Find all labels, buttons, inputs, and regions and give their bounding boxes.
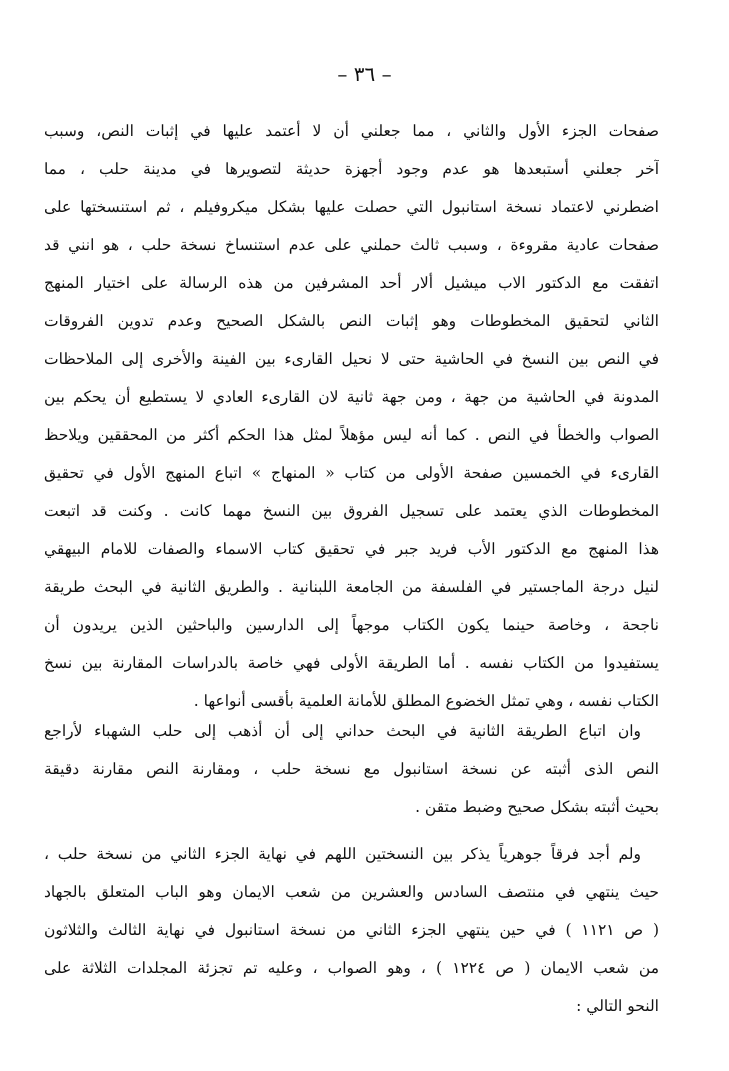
text-line: آخر جعلني أستبعدها هو عدم وجود أجهزة حديثة لتصويرها في مدينة حلب ، مما	[44, 160, 659, 178]
paragraph-2	[44, 712, 659, 826]
text-line: الصواب والخطأ في النص . كما أنه ليس مؤهلاً لمثل هذا الحكم أكثر من المحققين ويلاحظ	[44, 426, 659, 444]
text-line: لنيل درجة الماجستير في الفلسفة من الجامعة اللبنانية . والطريق الثانية في البحث طريقة	[44, 578, 659, 596]
text-line: اتفقت مع الدكتور الاب ميشيل ألار أحد المشرفين من هذه الرسالة على اختيار المنهج	[44, 274, 659, 292]
text-line: حيث ينتهي في منتصف السادس والعشرين من شعب الايمان وهو الباب المتعلق بالجهاد	[44, 883, 659, 901]
text-line: القارىء في الخمسين صفحة الأولى من كتاب « المنهاج » اتباع المنهج الأول في تحقيق	[44, 464, 659, 482]
page-number: – ٣٦ –	[337, 62, 392, 86]
paragraph-1	[44, 112, 659, 720]
paragraph-3	[44, 835, 659, 1025]
text-line: ( ص ١١٢١ ) في حين ينتهي الجزء الثاني من نسخة استانبول في نهاية الثالث والثلاثون	[44, 921, 659, 939]
text-line: بحيث أثبته بشكل صحيح وضبط متقن .	[415, 798, 659, 816]
text-line: النحو التالي :	[576, 997, 659, 1015]
text-line: وان اتباع الطريقة الثانية في البحث حداني إلى أن أذهب إلى حلب الشهباء لأراجع	[44, 722, 641, 740]
text-line: في النص بين النسخ في الحاشية حتى لا نحيل القارىء بين الفينة والأخرى إلى الملاحظات	[44, 350, 659, 368]
text-line: يستفيدوا من الكتاب نفسه . أما الطريقة الأولى فهي خاصة بالدراسات المقارنة بين نسخ	[44, 654, 659, 672]
text-line: من شعب الايمان ( ص ١٢٢٤ ) ، وهو الصواب ، وعليه تم تجزئة المجلدات الثلاثة على	[44, 959, 659, 977]
text-line: الكتاب نفسه ، وهي تمثل الخضوع المطلق للأمانة العلمية بأقسى أنواعها .	[193, 692, 659, 710]
text-line: هذا المنهج مع الدكتور الأب فريد جبر في تحقيق كتاب الاسماء والصفات للامام البيهقي	[44, 540, 659, 558]
text-line: الثاني لتحقيق المخطوطات وهو إثبات النص بالشكل الصحيح وعدم تدوين الفروقات	[44, 312, 659, 330]
text-line: المخطوطات الذي يعتمد على تسجيل الفروق بين النسخ مهما كانت . وكنت قد اتبعت	[44, 502, 659, 520]
text-line: ولم أجد فرقاً جوهرياً يذكر بين النسختين اللهم في نهاية الجزء الثاني من نسخة حلب ،	[44, 845, 641, 863]
text-line: صفحات الجزء الأول والثاني ، مما جعلني أن لا أعتمد عليها في إثبات النص، وسبب	[44, 122, 659, 140]
text-line: النص الذى أثبته عن نسخة استانبول مع نسخة حلب ، ومقارنة النص مقارنة دقيقة	[44, 760, 659, 778]
text-line: اضطرني لاعتماد نسخة استانبول التي حصلت عليها بشكل ميكروفيلم ، ثم استنسختها على	[44, 198, 659, 216]
text-line: صفحات عادية مقروءة ، وسبب ثالث حملني على عدم استنساخ نسخة حلب ، هو انني قد	[44, 236, 659, 254]
text-line: المدونة في الحاشية من جهة ، ومن جهة ثانية لان القارىء العادي لا يستطيع أن يحكم بين	[44, 388, 659, 406]
text-line: ناجحة ، وخاصة حينما يكون الكتاب موجهاً إلى الدارسين والباحثين الذين يريدون أن	[44, 616, 659, 634]
